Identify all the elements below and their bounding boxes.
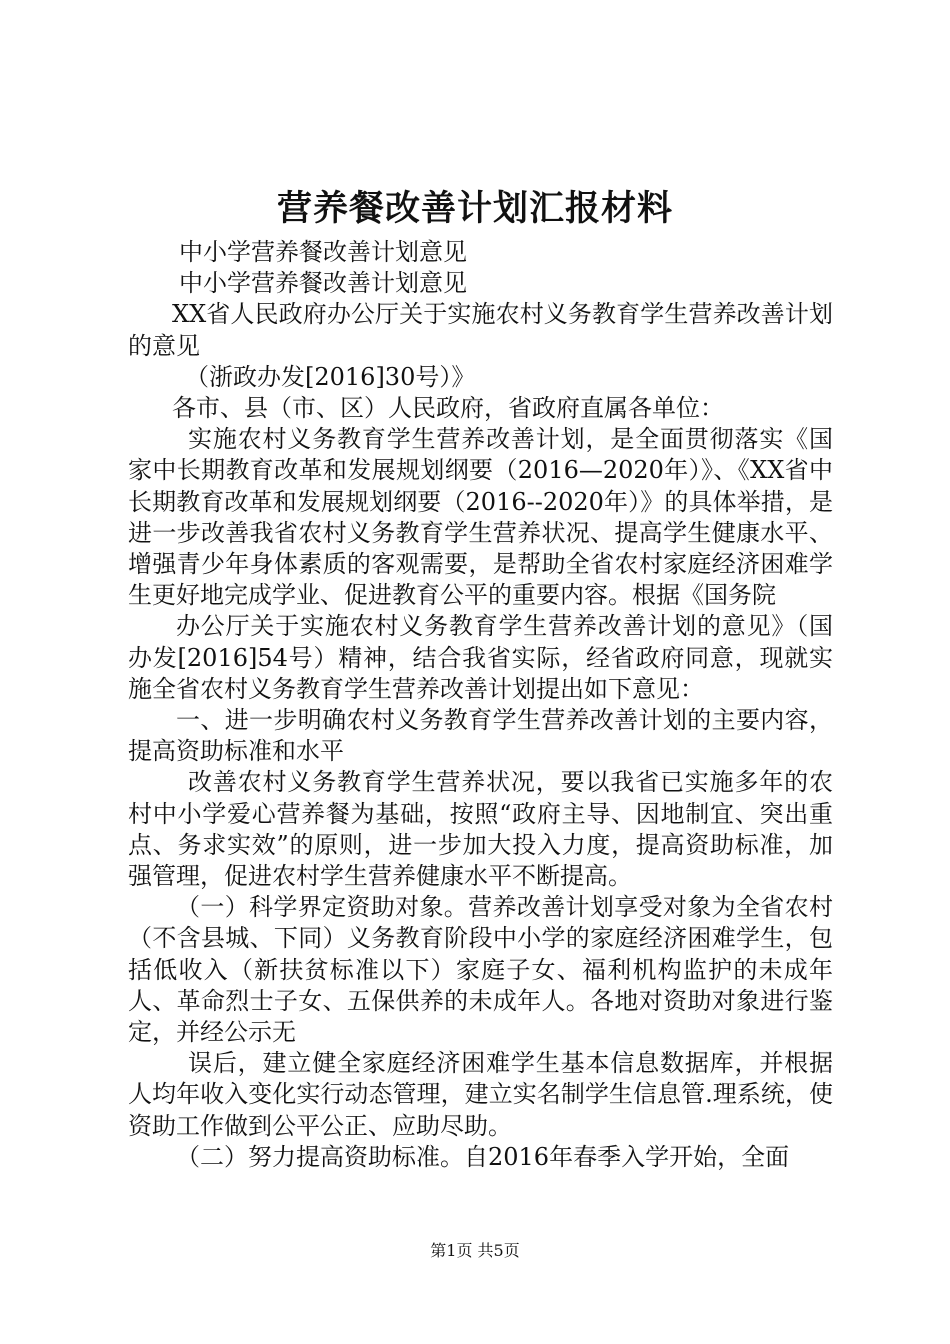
paragraph: 实施农村义务教育学生营养改善计划，是全面贯彻落实《国家中长期教育改革和发展规划纲要（2016—2020年）》、《XX省中长期教育改革和发展规划纲要（2016--2020年）》的具体举措，是进一步改善我省农村义务教育学生营养状况、提高学生健康水平、增强青少年身体素质的客观需要，是帮助全省农村家庭经济困难学生更好地完成学业、促进教育公平的重要内容。根据《国务院 bbox=[128, 425, 833, 610]
paragraph: （一）科学界定资助对象。营养改善计划享受对象为全省农村（不含县城、下同）义务教育阶段中小学的家庭经济困难学生，包括低收入（新扶贫标准以下）家庭子女、福利机构监护的未成年人、革命烈士子女、五保供养的未成年人。各地对资助对象进行鉴定，并经公示无 bbox=[128, 893, 833, 1047]
paragraph: 中小学营养餐改善计划意见 bbox=[179, 238, 467, 266]
document-title: 营养餐改善计划汇报材料 bbox=[276, 188, 673, 229]
paragraph: XX省人民政府办公厅关于实施农村义务教育学生营养改善计划的意见 bbox=[128, 300, 833, 360]
paragraph: 办公厅关于实施农村义务教育学生营养改善计划的意见》（国办发[2016]54号）精神，结合我省实际，经省政府同意，现就实施全省农村义务教育学生营养改善计划提出如下意见： bbox=[128, 612, 833, 703]
paragraph: 误后，建立健全家庭经济困难学生基本信息数据库，并根据人均年收入变化实行动态管理，建立实名制学生信息管.理系统，使资助工作做到公平公正、应助尽助。 bbox=[128, 1049, 833, 1140]
paragraph: 各市、县（市、区）人民政府，省政府直属各单位： bbox=[172, 394, 724, 423]
page-number-footer: 第1页 共5页 bbox=[430, 1241, 520, 1260]
paragraph: 一、进一步明确农村义务教育学生营养改善计划的主要内容，提高资助标准和水平 bbox=[128, 706, 833, 766]
paragraph: 改善农村义务教育学生营养状况，要以我省已实施多年的农村中小学爱心营养餐为基础，按照“政府主导、因地制宜、突出重点、务求实效”的原则，进一步加大投入力度，提高资助标准，加强管理，促进农村学生营养健康水平不断提高。 bbox=[128, 768, 833, 891]
document-body bbox=[128, 237, 833, 1173]
paragraph: （浙政办发[2016]30号）》 bbox=[185, 362, 476, 391]
paragraph: （二）努力提高资助标准。自2016年春季入学开始，全面 bbox=[176, 1142, 790, 1171]
paragraph: 中小学营养餐改善计划意见 bbox=[179, 269, 467, 298]
